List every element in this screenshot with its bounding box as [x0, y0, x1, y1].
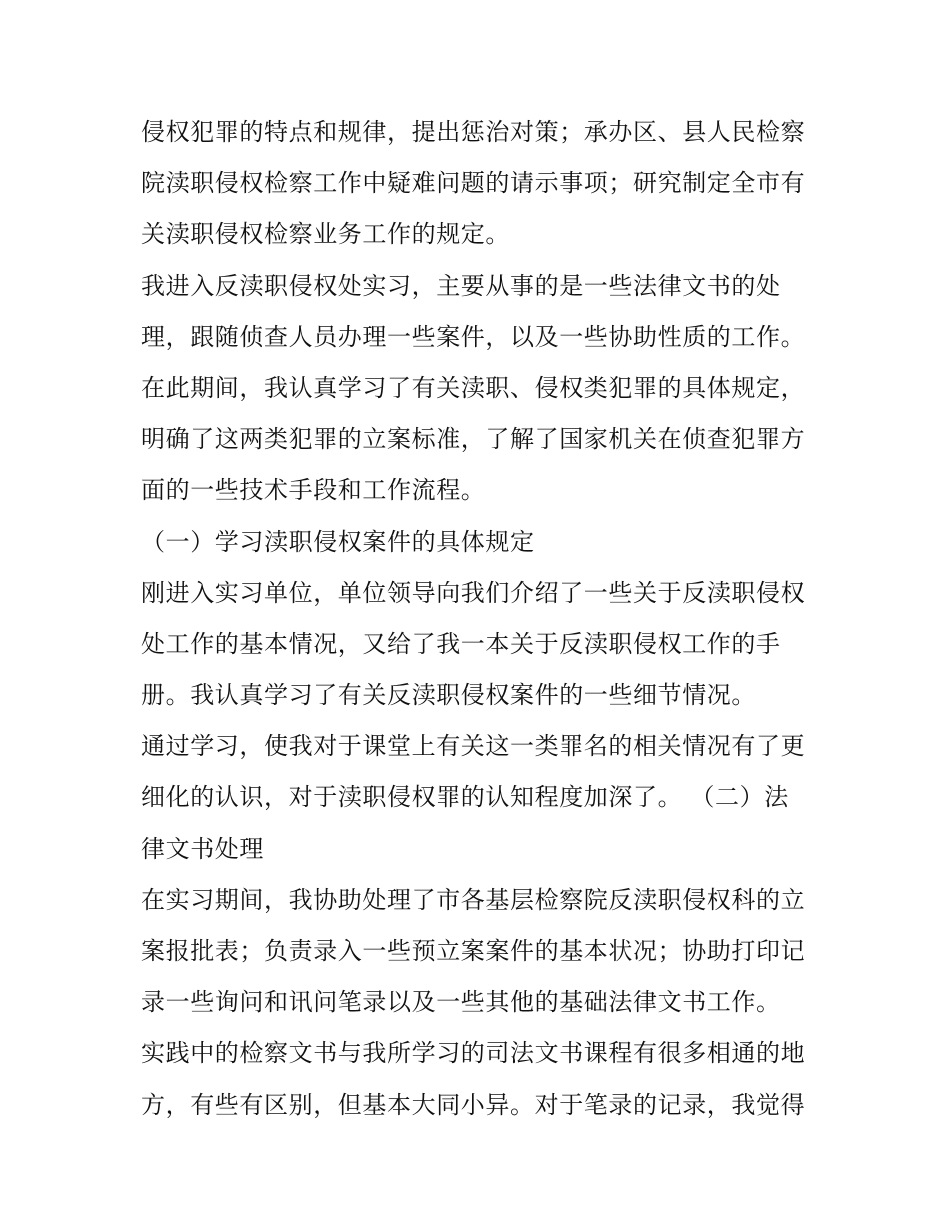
text-line: 明确了这两类犯罪的立案标准，了解了国家机关在侦查犯罪方: [141, 425, 806, 454]
text-line: 细化的认识，对于渎职侵权罪的认知程度加深了。 （二）法: [141, 783, 789, 812]
text-line: 通过学习，使我对于课堂上有关这一类罪名的相关情况有了更: [141, 732, 806, 761]
text-line: 律文书处理: [141, 834, 264, 863]
text-line: 方，有些有区别，但基本大同小异。对于笔录的记录，我觉得: [141, 1090, 806, 1119]
text-line: 面的一些技术手段和工作流程。: [141, 476, 486, 505]
text-line: 实践中的检察文书与我所学习的司法文书课程有很多相通的地: [141, 1039, 806, 1068]
text-line: 案报批表；负责录入一些预立案案件的基本状况；协助打印记: [141, 937, 806, 965]
text-line: 院渎职侵权检察工作中疑难问题的请示事项；研究制定全市有: [141, 169, 806, 198]
text-line: 我进入反渎职侵权处实习，主要从事的是一些法律文书的处: [141, 271, 781, 300]
text-line: 在实习期间，我协助处理了市各基层检察院反渎职侵权科的立: [141, 885, 806, 914]
text-line: 录一些询问和讯问笔录以及一些其他的基础法律文书工作。: [141, 988, 781, 1017]
text-line: 理，跟随侦查人员办理一些案件，以及一些协助性质的工作。: [141, 322, 806, 351]
text-line: 刚进入实习单位，单位领导向我们介绍了一些关于反渎职侵权: [141, 578, 806, 607]
text-line: 册。我认真学习了有关反渎职侵权案件的一些细节情况。: [141, 681, 756, 710]
text-line: 关渎职侵权检察业务工作的规定。: [141, 220, 510, 249]
text-line: 侵权犯罪的特点和规律，提出惩治对策；承办区、县人民检察: [141, 118, 806, 146]
text-line: 在此期间，我认真学习了有关渎职、侵权类犯罪的具体规定，: [141, 373, 806, 402]
body-text: [141, 107, 821, 1131]
section-heading: （一）学习渎职侵权案件的具体规定: [141, 527, 535, 556]
text-line: 处工作的基本情况，又给了我一本关于反渎职侵权工作的手: [141, 629, 781, 658]
